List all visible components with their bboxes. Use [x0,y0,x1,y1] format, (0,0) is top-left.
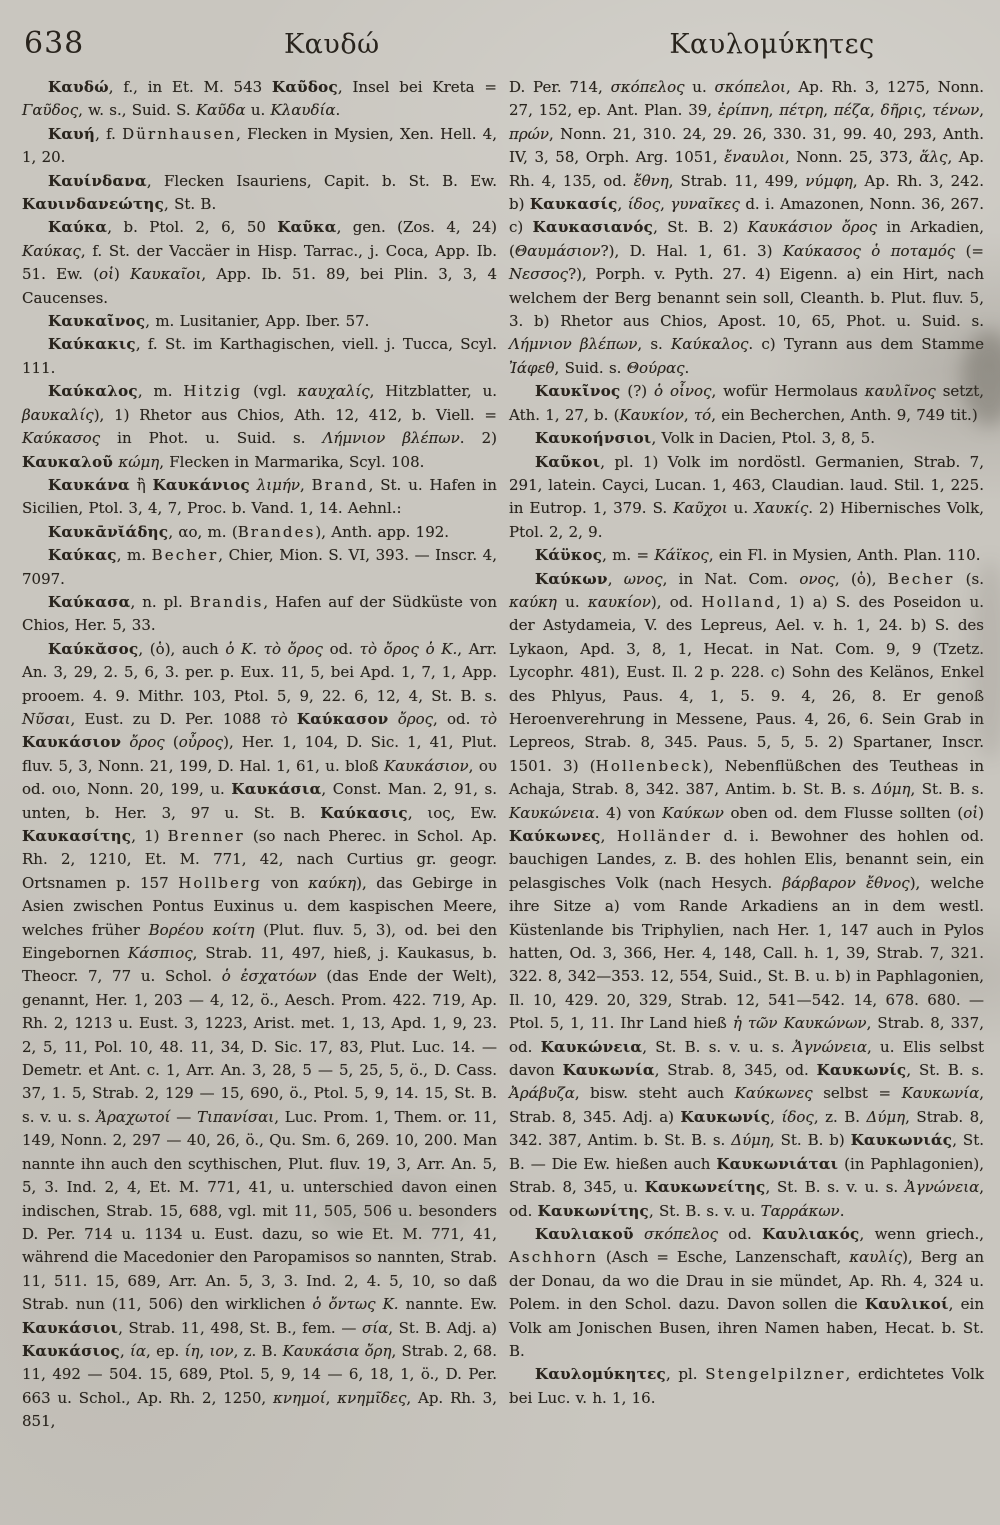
greek-bold-term: Καυκάσιος [22,1341,120,1360]
greek-italic-term: οἱ [963,803,979,822]
entry-headword: Κάϋκος [535,546,603,565]
greek-italic-term: ἔθνη [633,171,669,190]
dictionary-entry: Κάϋκος, m. = Κάϊκος, ein Fl. in Mysien, Anth. Plan. 110. [535,546,981,565]
greek-bold-term: Καυκωνείτης [644,1178,766,1197]
dictionary-entry: Καυδώ, f., in Et. M. 543 Καῦδος, Insel bei Kreta = Γαῦδος, w. s., Suid. S. Καῦδα u. Κλαυδία. [22,78,497,120]
dictionary-entry: Καῦκοι, pl. 1) Volk im nordöstl. Germanien, Strab. 7, 291, latein. Cayci, Lucan. 1, 463, Claudian. laud. Stil. 1, 225. in Eutrop. 1, 379. S. Καῦχοι u. Χαυκίς. 2) Hibernisches Volk, Ptol. 2, 2, 9. [509,452,985,541]
greek-bold-term: Καυκασίτης [22,827,132,845]
greek-italic-term: Καυκάσιον ὄρος [747,218,878,237]
greek-italic-term: Ἰάφεθ [509,358,555,377]
greek-italic-term: Θούρας [626,358,685,377]
greek-italic-term: καυλίς [849,1248,903,1267]
running-header [0,0,1000,61]
greek-italic-term: δῆρις [880,101,922,120]
greek-bold-term: Καυκαλοῦ [22,452,114,471]
dictionary-entry: Καυκαῖνος, m. Lusitanier, App. Iber. 57. [48,312,370,331]
dictionary-entry: Καυκοήνσιοι, Volk in Dacien, Ptol. 3, 8, 5. [535,429,876,448]
dictionary-entry: Καύκας, m. Becher, Chier, Mion. S. VI, 393. — Inscr. 4, 7097. [22,546,497,588]
letterspaced-emphasis: Holländer [616,827,712,845]
greek-italic-term: ιον [209,1341,234,1360]
entry-headword: Καύκων [535,569,608,588]
letterspaced-emphasis: Hollenbeck [595,756,703,775]
greek-italic-term: ία [130,1341,147,1360]
greek-italic-term: ωνος [623,569,663,588]
greek-italic-term: βαυκαλίς [22,405,94,424]
dictionary-entry: Καύκᾰσος, (ὁ), auch ὁ Κ. τὸ ὄρος od. τὸ ὄρος ὁ Κ., Arr. An. 3, 29, 2. 5, 6, 3. per. p. Eux. 11, 5, bei Apd. 1, 7, 1, App. prooem. 4. 9. Mithr. 103, Ptol. 5, 9, 22. 6, 12, 4, St. B. s. Νῦσαι, Eust. zu D. Per. 1088 τὸ Καύκασον ὄρος, od. τὸ Καυκάσιον ὄρος (οὖρος), Her. 1, 104, D. Sic. 1, 41, Plut. fluv. 5, 3, Nonn. 21, 199, D. Hal. 1, 61, u. bloß Καυκάσιον, ου od. οιο, Nonn. 20, 199, u. Καυκάσια, Const. Man. 2, 91, s. unten, b. Her. 3, 97 u. St. B. Καύκασις, ιος, Ew. Καυκασίτης, 1) Brenner (so nach Pherec. in Schol. Ap. Rh. 2, 1210, Et. M. 771, 42, nach Curtius gr. geogr. Ortsnamen p. 157 Hollberg von καύκη), das Gebirge in Asien zwischen Pontus Euxinus u. dem kaspischen Meere, welches früher Βορέου κοίτη (Plut. fluv. 5, 3), od. bei den Eingebornen Κάσπιος, Strab. 11, 497, hieß, j. Kaukasus, b. Theocr. 7, 77 u. Schol. ὁ ἐσχατόων (das Ende der Welt), genannt, Her. 1, 203 — 4, 12, ö., Aesch. Prom. 422. 719, Ap. Rh. 2, 1213 u. Eust. 3, 1223, Arist. met. 1, 13, Apd. 1, 9, 23. 2, 5, 11, Pol. 10, 48. 11, 34, D. Sic. 17, 83, Plut. Luc. 14. — Demetr. et Ant. c. 1, Arr. An. 3, 28, 5 — 5, 25, 5, ö., D. Cass. 37, 1. 5, Strab. 2, 129 — 15, 690, ö., Ptol. 5, 9, 14. 15, St. B. s. v. u. s. Ἀραχωτοί — Τιπανίσαι, Luc. Prom. 1, Them. or. 11, 149, Nonn. 2, 297 — 40, 26, ö., Qu. Sm. 6, 269. 10, 200. Man nannte ihn auch den scythischen, Plut. fluv. 19, 3, Arr. An. 5, 5, 3. Ind. 2, 4, Et. M. 771, 41, u. unterschied davon einen indischen, Strab. 15, 688, vgl. mit 11, 505, 506 u. besonders D. Per. 714 u. 1134 u. Eust. dazu, so wie Et. M. 771, 41, während die Macedonier den Paropamisos so nannten, Strab. 11, 511. 15, 689, Arr. An. 5, 3, 3. Ind. 2, 4. 5, 10, so daß Strab. nun (11, 506) den wirklichen ὁ ὄντως Κ. nannte. Ew. Καυκάσιοι, Strab. 11, 498, St. B., fem. — σία, St. B. Adj. a) Καυκάσιος, ία, ep. ίη, ιον, z. B. Καυκάσια ὄρη, Strab. 2, 68. 11, 492 — 504. 15, 689, Ptol. 5, 9, 14 — 6, 18, 1, ö., D. Per. 663 u. Schol., Ap. Rh. 2, 1250, κνημοί, κνημῖδες, Ap. Rh. 3, 851, [22,639,498,1431]
dictionary-entry: Καυλομύκητες, pl. Stengelpilzner, erdichtetes Volk bei Luc. v. h. 1, 16. [509,1365,984,1407]
greek-bold-term: Καυκωνίτης [537,1201,649,1220]
dictionary-entry: Καύκαλος, m. Hitzig (vgl. καυχαλίς, Hitzblatter, u. βαυκαλίς), 1) Rhetor aus Chios, Ath. 12, 412, b. Viell. = Καύκασος in Phot. u. Suid. s. Λήμνιον βλέπων. 2) Καυκαλοῦ κώμη, Flecken in Marmarika, Scyl. 108. [22,382,498,471]
greek-italic-term: Καύκωνες [734,1084,813,1103]
dictionary-entry: Καυίνδανα, Flecken Isauriens, Capit. b. St. B. Ew. Καυινδανεώτης, St. B. [22,171,497,214]
greek-italic-term: Λήμνιον βλέπων [509,335,638,354]
letterspaced-emphasis: Brandis [189,592,264,611]
two-column-text-body [0,58,1000,1434]
greek-italic-term: κνημῖδες [337,1388,407,1407]
greek-bold-term: Καύκωνες [509,827,601,845]
greek-bold-term: Καυκάσια [231,780,322,799]
greek-italic-term: Καυκαῖοι [130,265,202,284]
dictionary-entry: Καυλιακοῦ σκόπελος od. Καυλιακός, wenn griech., Aschhorn (Asch = Esche, Lanzenschaft, καυλίς), Berg an der Donau, da wo die Drau in sie mündet, Ap. Rh. 4, 324 u. Polem. in den Schol. dazu. Davon sollen die Καυλικοί, ein Volk am Jonischen Busen, ihren Namen haben, Hecat. b. St. B. [509,1224,985,1360]
greek-italic-term: κώμη [118,452,160,471]
greek-italic-term: κνημοί [273,1388,326,1407]
greek-italic-term: τό [693,405,712,424]
greek-italic-term: Καύκων [662,803,724,822]
letterspaced-emphasis: Dürnhausen [122,124,237,143]
greek-bold-term: Καῦκα [277,218,337,237]
greek-italic-term: Καύκασος ὁ ποταμός [782,241,956,260]
greek-bold-term: Καυκωνία [562,1061,655,1080]
header-keyword-right: Καυλομύκητες [669,29,875,60]
dictionary-entry: Καυκῖνος (?) ὁ οἶνος, wofür Hermolaus καυλῖνος setzt, Ath. 1, 27, b. (Καυκίον, τό, ein Becherchen, Anth. 9, 749 tit.) [509,382,984,424]
letterspaced-emphasis: Hollberg [178,873,262,892]
dictionary-entry: Καυκάνα ἢ Καυκάνιος λιμήν, Brand, St. u. Hafen in Sicilien, Ptol. 3, 4, 7, Proc. b. Vand. 1, 14. Aehnl.: [22,475,497,518]
greek-italic-term: Δύμη [871,780,911,799]
entry-headword: Καυκῖνος [535,382,621,401]
greek-italic-term: καυλῖνος [864,382,936,401]
right-column [509,76,984,1434]
greek-bold-term: Καυλιακός [762,1224,860,1243]
entry-headword: Καυλιακοῦ [535,1224,634,1243]
entry-headword: Καυκαῖνος [48,312,146,331]
greek-italic-term: Καυκίον [619,405,684,424]
entry-headword: Καύκα [48,218,108,237]
entry-headword: Καυκοήνσιοι [535,429,652,448]
greek-italic-term: ὁ ἐσχατόων [221,967,317,986]
entry-headword: Καύκᾰσος [48,639,139,658]
entry-headword: Καῦκοι [535,452,601,471]
entry-headword: Καυκάνα [48,475,130,494]
greek-italic-term: σκόπελοι [714,78,786,96]
greek-bold-term: Καυλικοί [864,1295,949,1314]
greek-italic-term: Κλαυδία [270,101,336,120]
greek-italic-term: Τιπανίσαι [197,1107,275,1126]
dictionary-entry: Καύκων, ωνος, in Nat. Com. ονος, (ὁ), Becher (s. καύκη u. καυκίον), od. Holland, 1) a) S. des Poseidon u. der Astydameia, V. des Lepreus, Ael. v. h. 1, 24. b) S. des Lykaon, Apd. 3, 8, 1, Hecat. in Nat. Com. 9, 9 (Tzetz. Lycophr. 481), Eust. Il. 2 p. 228. c) Sohn des Kelänos, Enkel des Phlyus, Paus. 4, 1, 5. 9. 4, 26, 8. Er genoß Heroenverehrung in Messene, Paus. 4, 26, 6. Sein Grab in Lepreos, Strab. 8, 345. Paus. 5, 5, 5. 2) Spartaner, Inscr. 1501. 3) (Hollenbeck), Nebenflüßchen des Teutheas in Achaja, Strab. 8, 342. 387, Antim. b. St. B. s. Δύμη, St. B. s. Καυκώνεια. 4) von Καύκων oben od. dem Flusse sollten (οἱ) Καύκωνες, Holländer d. i. Bewohner des hohlen od. bauchigen Landes, z. B. des hohlen Elis, benannt sein, ein pelasgisches Volk (nach Hesych. βάρβαρον ἔθνος), welche ihre Sitze a) vom Rande Arkadiens an in dem westl. Küstenlande bis Triphylien, nach Her. 1, 147 auch in Pylos hatten, Od. 3, 366, Her. 4, 148, Call. h. 1, 39, Strab. 7, 321. 322. 8, 342—353. 12, 554, Suid., St. B. u. b) in Paphlagonien, Il. 10, 429. 20, 329, Strab. 12, 541—542. 14, 678. 680. — Ptol. 5, 1, 11. Ihr Land hieß ἡ τῶν Καυκώνων, Strab. 8, 337, od. Καυκώνεια, St. B. s. v. u. s. Ἀγνώνεια, u. Elis selbst davon Καυκωνία, Strab. 8, 345, od. Καυκωνίς, St. B. s. Ἀράβυζα, bisw. steht auch Καύκωνες selbst = Καυκωνία, Strab. 8, 345. Adj. a) Καυκωνίς, ίδος, z. B. Δύμη, Strab. 8, 342. 387, Antim. b. St. B. s. Δύμη, St. B. b) Καυκωνιάς, St. B. — Die Ew. hießen auch Καυκωνιάται (in Paphlagonien), Strab. 8, 345, u. Καυκωνείτης, St. B. s. v. u. s. Ἀγνώνεια, od. Καυκωνίτης, St. B. s. v. u. Ταρράκων. [509,569,985,1220]
greek-italic-term: νύμφη [805,171,853,190]
greek-italic-term: Θαυμάσιον [514,241,601,260]
greek-italic-term: ὄρος [129,733,165,752]
greek-italic-term: τὸ [479,709,497,728]
greek-bold-term: Καυκασίς [529,195,618,214]
greek-bold-term: Καυινδανεώτης [22,195,165,214]
greek-bold-term: Καυκωνιάται [716,1154,839,1173]
greek-bold-term: Καυκάσιον [22,733,122,752]
greek-italic-term: οὖρος [178,733,224,752]
greek-italic-term: Καύκας [22,241,81,260]
greek-bold-term: Καυκώνεια [540,1037,643,1056]
greek-italic-term: Καυκώνεια [509,803,595,822]
greek-italic-term: Καῦχοι [673,499,728,518]
entry-headword: Καύκαλος [48,382,138,401]
greek-italic-term: Καυκάσια ὄρη [282,1341,392,1360]
greek-italic-term: Καύκαλος [671,335,749,354]
letterspaced-emphasis: Brandes [237,522,316,541]
letterspaced-emphasis: Aschhorn [509,1248,598,1267]
greek-italic-term: Βορέου κοίτη [148,920,255,939]
entry-headword: Καυλομύκητες [535,1365,666,1384]
header-keyword-left: Καυδώ [284,29,380,60]
greek-italic-term: Δύμη [866,1107,906,1126]
greek-italic-term: ὁ ὄντως Κ. [312,1295,399,1314]
greek-italic-term: ἅλς [919,148,948,167]
letterspaced-emphasis: Hitzig [183,382,243,401]
greek-italic-term: ονος [799,569,835,588]
page-number: 638 [24,26,85,61]
entry-continuation: D. Per. 714, σκόπελος u. σκόπελοι, Ap. Rh. 3, 1275, Nonn. 27, 152, ep. Ant. Plan. 39, ἐρίπνη, πέτρη, πέζα, δῆρις, τένων, πρών, Nonn. 21, 310. 24, 29. 26, 330. 31, 99. 40, 293, Anth. IV, 3, 58, Orph. Arg. 1051, ἔναυλοι, Nonn. 25, 373, ἅλς, Ap. Rh. 4, 135, od. ἔθνη, Strab. 11, 499, νύμφη, Ap. Rh. 3, 242. b) Καυκασίς, ίδος, γυναῖκες d. i. Amazonen, Nonn. 36, 267. c) Καυκασιανός, St. B. 2) Καυκάσιον ὄρος in Arkadien, (Θαυμάσιον?), D. Hal. 1, 61. 3) Καύκασος ὁ ποταμός (= Νεσσος?), Porph. v. Pyth. 27. 4) Eigenn. a) ein Hirt, nach welchem der Berg benannt sein soll, Cleanth. b. Plut. fluv. 5, 3. b) Rhetor aus Chios, Apost. 10, 65, Phot. u. Suid. s. Λήμνιον βλέπων, s. Καύκαλος. c) Tyrann aus dem Stamme Ἰάφεθ, Suid. s. Θούρας. [509,78,985,377]
greek-bold-term: Καυκάνιος [152,475,250,494]
greek-italic-term: ἐρίπνη [717,101,769,120]
greek-italic-term: Κάϊκος [654,546,709,565]
letterspaced-emphasis: Brenner [167,827,245,845]
greek-italic-term: ἡ τῶν Καυκώνων [732,1014,867,1033]
dictionary-entry: Καυκᾱνῐάδης, αο, m. (Brandes), Anth. app. 192. [48,522,450,541]
greek-italic-term: πέζα [833,101,871,120]
greek-italic-term: ὁ οἶνος [654,382,712,401]
greek-italic-term: πρών [509,124,550,143]
entry-headword: Καυίνδανα [48,171,147,190]
greek-italic-term: Δύμη [731,1131,770,1150]
greek-italic-term: βάρβαρον ἔθνος [782,873,910,892]
left-column [22,76,497,1434]
greek-italic-term: σία [361,1318,389,1337]
greek-italic-term: πέτρη [779,101,824,120]
entry-headword: Καυκᾱνῐάδης [48,522,169,541]
greek-italic-term: Καύκασος [22,429,101,448]
greek-italic-term: Ἀράβυζα [509,1084,575,1103]
greek-italic-term: Καῦδα [195,101,246,120]
greek-italic-term: Καυκάσιον [383,756,469,775]
greek-italic-term: Ἀραχωτοί [96,1107,171,1126]
greek-italic-term: Ἀγνώνεια [792,1037,867,1056]
letterspaced-emphasis: Holland [701,592,777,611]
greek-italic-term: σκόπελος [644,1224,718,1243]
greek-italic-term: τένων [932,101,980,120]
greek-italic-term: Χαυκίς [754,499,809,518]
greek-bold-term: Καυκωνίς [680,1107,771,1126]
letterspaced-emphasis: Brand [311,475,369,494]
entry-headword: Καύκασα [48,592,131,611]
greek-italic-term: ὄρος [397,709,434,728]
greek-italic-term: Γαῦδος [22,101,79,120]
greek-italic-term: Καυκωνία [901,1084,980,1103]
greek-italic-term: τὸ [270,709,288,728]
greek-italic-term: ίδος [781,1107,814,1126]
greek-italic-term: Κάσπιος [127,944,193,963]
greek-italic-term: καυκίον [587,592,651,611]
entry-headword: Καύκας [48,546,117,565]
greek-italic-term: Νῦσαι [22,709,71,728]
greek-bold-term: Καύκασον [296,709,389,728]
greek-bold-term: Καυκωνίς [816,1061,907,1080]
greek-bold-term: Καυκασιανός [532,218,654,237]
greek-italic-term: τὸ ὄρος ὁ Κ. [359,639,458,658]
dictionary-entry: Καυή, f. Dürnhausen, Flecken in Mysien, Xen. Hell. 4, 1, 20. [22,124,497,167]
greek-italic-term: Ἀγνώνεια [904,1178,980,1197]
letterspaced-emphasis: Becher [887,569,955,588]
greek-italic-term: Λήμνιον βλέπων [322,429,460,448]
dictionary-entry: Καύκακις, f. St. im Karthagischen, viell. j. Tucca, Scyl. 111. [22,335,497,377]
greek-italic-term: ἔναυλοι [724,148,785,167]
greek-italic-term: σκόπελος [610,78,685,96]
entry-headword: Καυή [48,124,96,143]
greek-italic-term: Ταρράκων [760,1201,840,1220]
greek-italic-term: Νεσσος [509,265,569,284]
letterspaced-emphasis: Stengelpilzner [705,1365,846,1384]
greek-italic-term: ίδος [627,195,661,214]
greek-bold-term: Καυκάσιοι [22,1318,119,1337]
dictionary-entry: Καύκασα, n. pl. Brandis, Hafen auf der Südküste von Chios, Her. 5, 33. [22,592,497,635]
greek-bold-term: Καυκωνιάς [850,1131,953,1150]
greek-italic-term: καύκη [308,873,357,892]
greek-italic-term: καυχαλίς [297,382,370,401]
greek-bold-term: Καῦδος [271,78,338,96]
greek-italic-term: οἱ [99,265,114,284]
greek-italic-term: λιμήν [256,475,301,494]
letterspaced-emphasis: Becher [151,546,219,565]
greek-italic-term: γυναῖκες [670,195,740,214]
entry-headword: Καύκακις [48,335,136,354]
greek-bold-term: Καύκασις [320,803,408,822]
greek-italic-term: ίη [184,1341,200,1360]
entry-headword: Καυδώ [48,78,109,96]
dictionary-entry: Καύκα, b. Ptol. 2, 6, 50 Καῦκα, gen. (Zos. 4, 24) Καύκας, f. St. der Vaccäer in Hisp. Tarrac., j. Coca, App. Ib. 51. Ew. (οἱ) Καυκαῖοι, App. Ib. 51. 89, bei Plin. 3, 3, 4 Caucenses. [22,218,497,307]
greek-italic-term: ὁ Κ. τὸ ὄρος [225,639,323,658]
greek-italic-term: καύκη [509,592,557,611]
